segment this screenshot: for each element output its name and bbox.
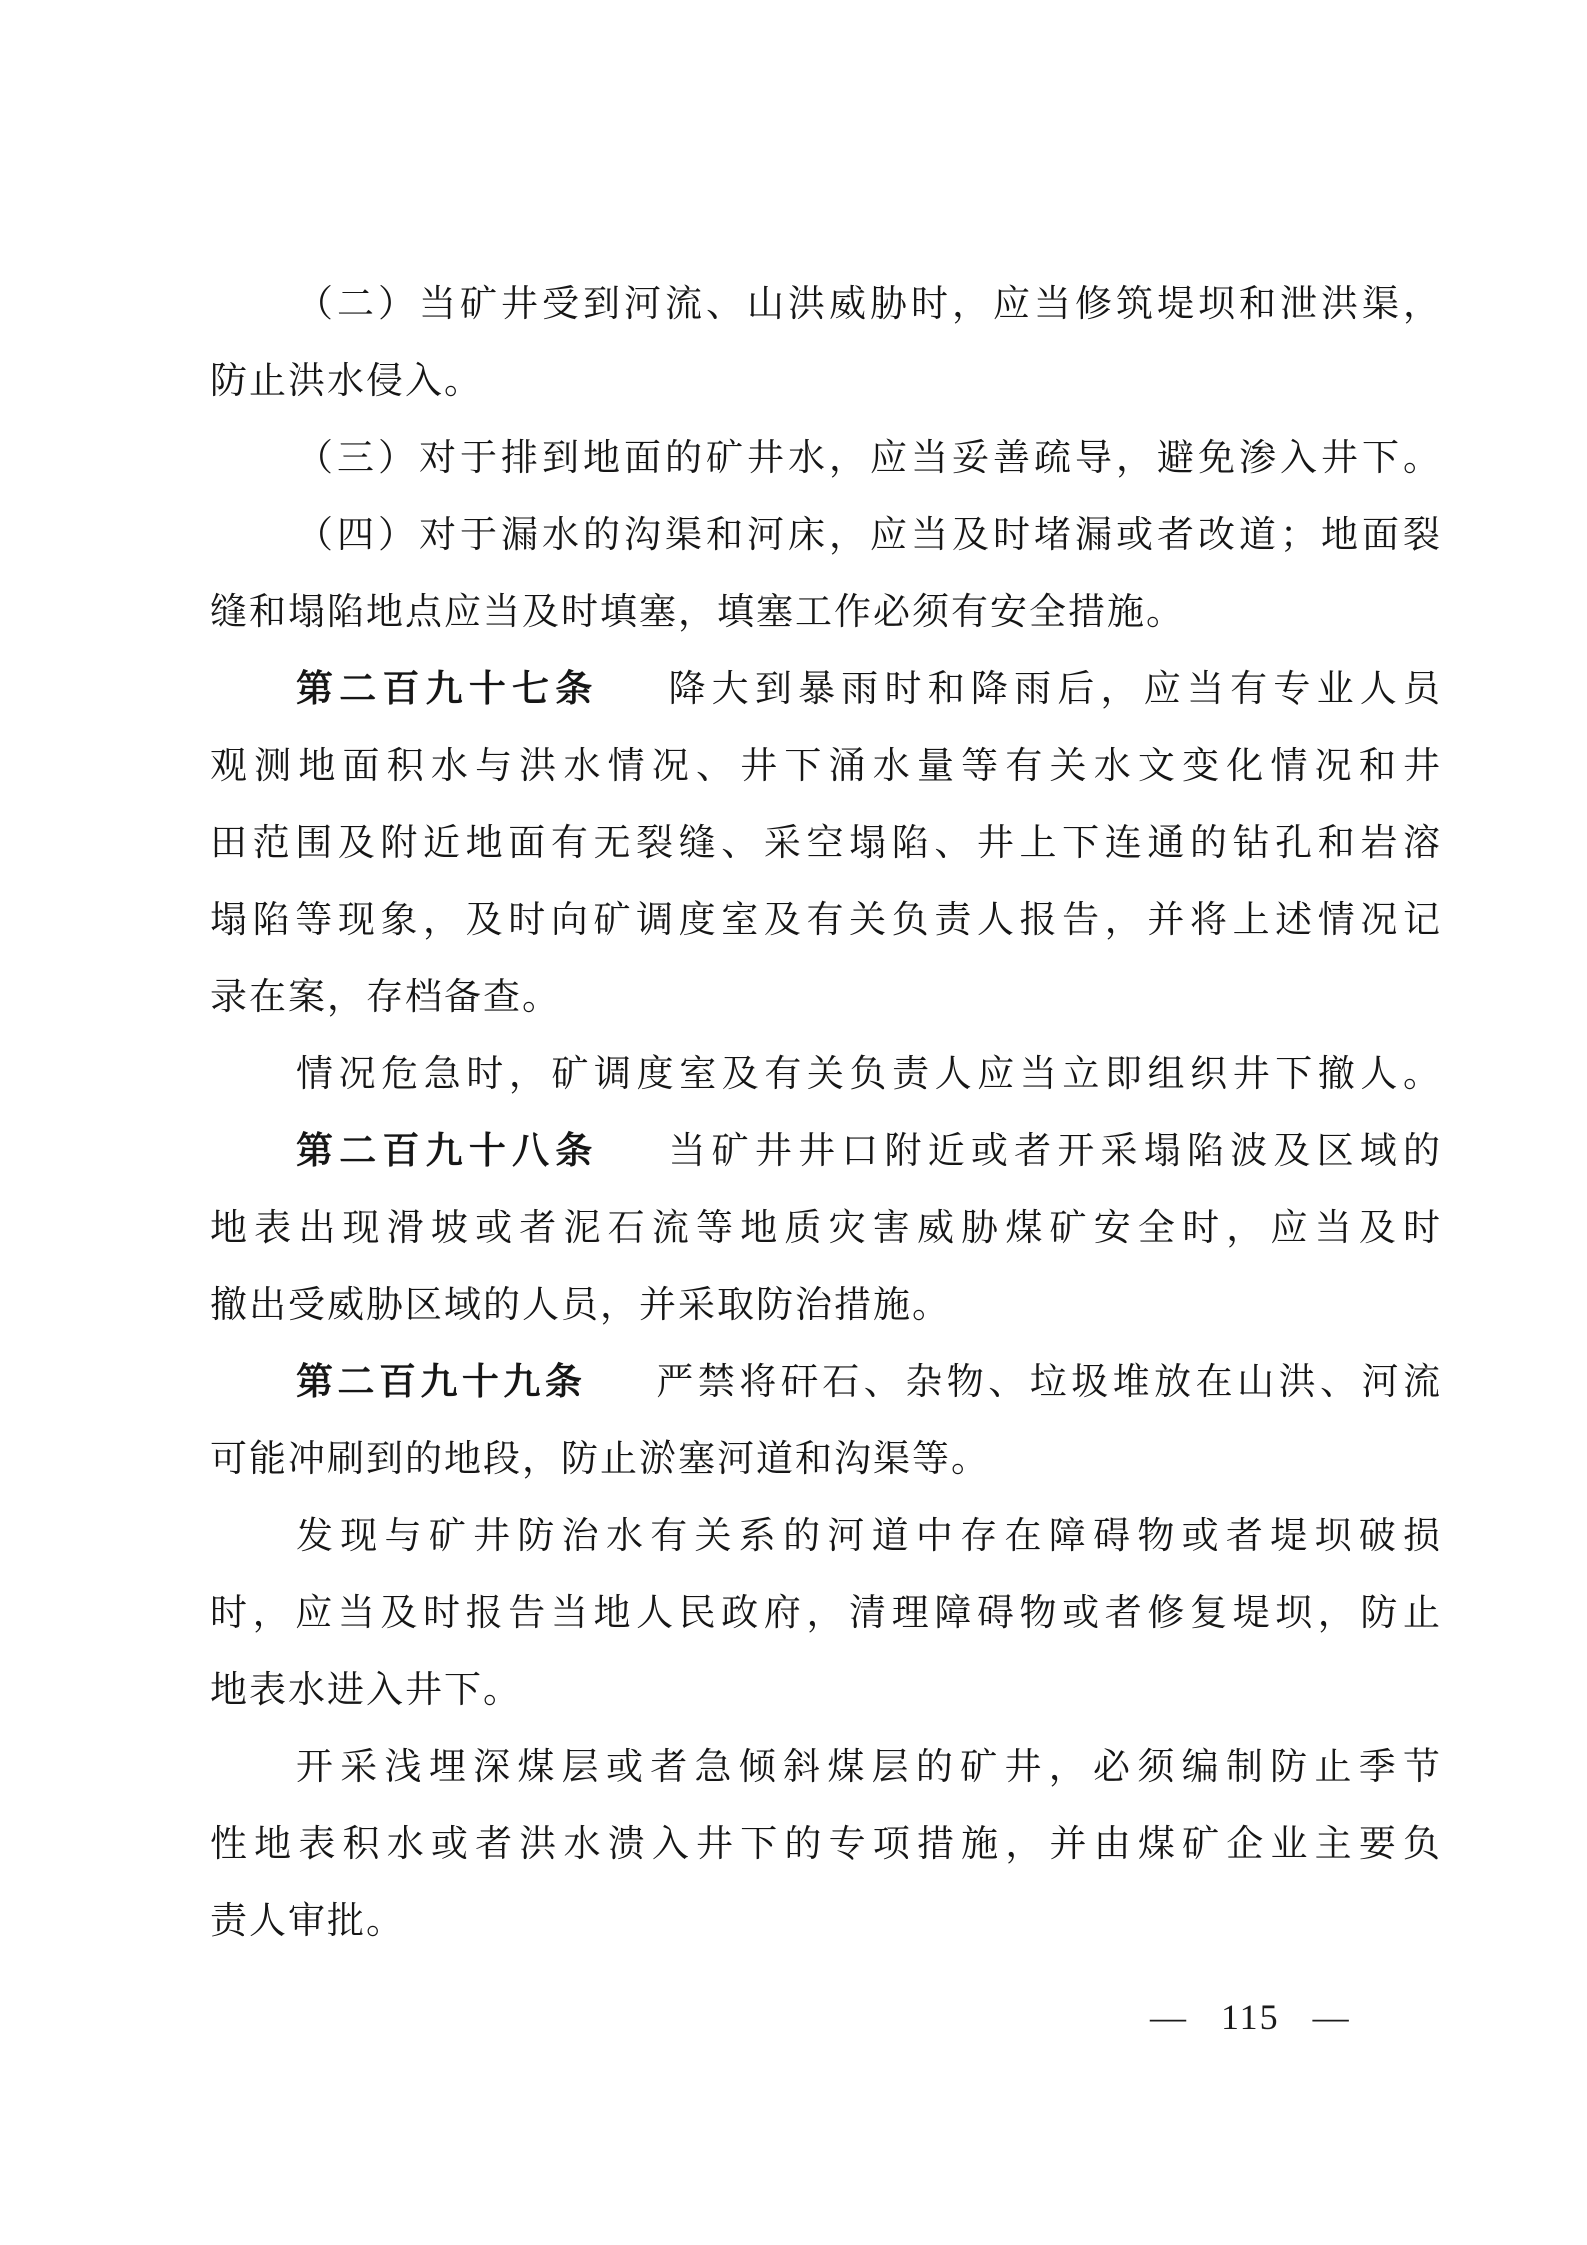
line-text: 开采浅埋深煤层或者急倾斜煤层的矿井，必须编制防止季节 <box>296 1747 1442 1788</box>
line-text: 观测地面积水与洪水情况、井下涌水量等有关水文变化情况和井 <box>210 746 1442 787</box>
text-line <box>210 1190 1442 1267</box>
line-text: 当矿井井口附近或者开采塌陷波及区域的 <box>668 1131 1443 1172</box>
line-text: 田范围及附近地面有无裂缝、采空塌陷、井上下连通的钻孔和岩溶 <box>210 823 1442 864</box>
article-number: 第二百九十七条 <box>296 669 599 710</box>
line-text: 缝和塌陷地点应当及时填塞，填塞工作必须有安全措施。 <box>210 592 1185 633</box>
article-number: 第二百九十八条 <box>296 1131 599 1172</box>
text-line <box>210 266 1442 343</box>
line-text: 性地表积水或者洪水溃入井下的专项措施，并由煤矿企业主要负 <box>210 1824 1442 1865</box>
page-number-text: — 115 — <box>1150 1997 1351 2037</box>
text-line <box>210 1498 1442 1575</box>
text-line <box>210 651 1442 728</box>
line-text: （二）当矿井受到河流、山洪威胁时，应当修筑堤坝和泄洪渠， <box>296 284 1442 325</box>
line-text: 可能冲刷到的地段，防止淤塞河道和沟渠等。 <box>210 1439 990 1480</box>
line-text: 时，应当及时报告当地人民政府，清理障碍物或者修复堤坝，防止 <box>210 1593 1442 1634</box>
text-line <box>210 343 1442 420</box>
text-line <box>210 1421 1442 1498</box>
text-line <box>210 1344 1442 1421</box>
text-line <box>210 1652 1442 1729</box>
text-line <box>210 805 1442 882</box>
text-line <box>210 574 1442 651</box>
line-text: 严禁将矸石、杂物、垃圾堆放在山洪、河流 <box>656 1362 1443 1403</box>
line-text: 地表出现滑坡或者泥石流等地质灾害威胁煤矿安全时，应当及时 <box>210 1208 1442 1249</box>
text-line <box>210 497 1442 574</box>
text-line <box>210 1806 1442 1883</box>
line-text: 塌陷等现象，及时向矿调度室及有关负责人报告，并将上述情况记 <box>210 900 1442 941</box>
text-line <box>210 1267 1442 1344</box>
line-text: （四）对于漏水的沟渠和河床，应当及时堵漏或者改道；地面裂 <box>296 515 1442 556</box>
line-text: 责人审批。 <box>210 1901 405 1942</box>
text-line <box>210 959 1442 1036</box>
text-block <box>210 266 1442 1960</box>
line-text: 降大到暴雨时和降雨后，应当有专业人员 <box>668 669 1443 710</box>
text-line <box>210 1036 1442 1113</box>
line-text: 撤出受威胁区域的人员，并采取防治措施。 <box>210 1285 951 1326</box>
line-text: 发现与矿井防治水有关系的河道中存在障碍物或者堤坝破损 <box>296 1516 1442 1557</box>
article-number: 第二百九十九条 <box>296 1362 587 1403</box>
line-text: 防止洪水侵入。 <box>210 361 483 402</box>
text-line <box>210 1883 1442 1960</box>
text-line <box>210 1575 1442 1652</box>
text-line <box>210 728 1442 805</box>
text-line <box>210 882 1442 959</box>
line-text: （三）对于排到地面的矿井水，应当妥善疏导，避免渗入井下。 <box>296 438 1442 479</box>
line-text: 地表水进入井下。 <box>210 1670 522 1711</box>
text-line <box>210 1729 1442 1806</box>
line-text: 情况危急时，矿调度室及有关负责人应当立即组织井下撤人。 <box>296 1054 1442 1095</box>
page-number <box>1150 1996 1351 2038</box>
text-line <box>210 1113 1442 1190</box>
line-text: 录在案，存档备查。 <box>210 977 561 1018</box>
text-line <box>210 420 1442 497</box>
